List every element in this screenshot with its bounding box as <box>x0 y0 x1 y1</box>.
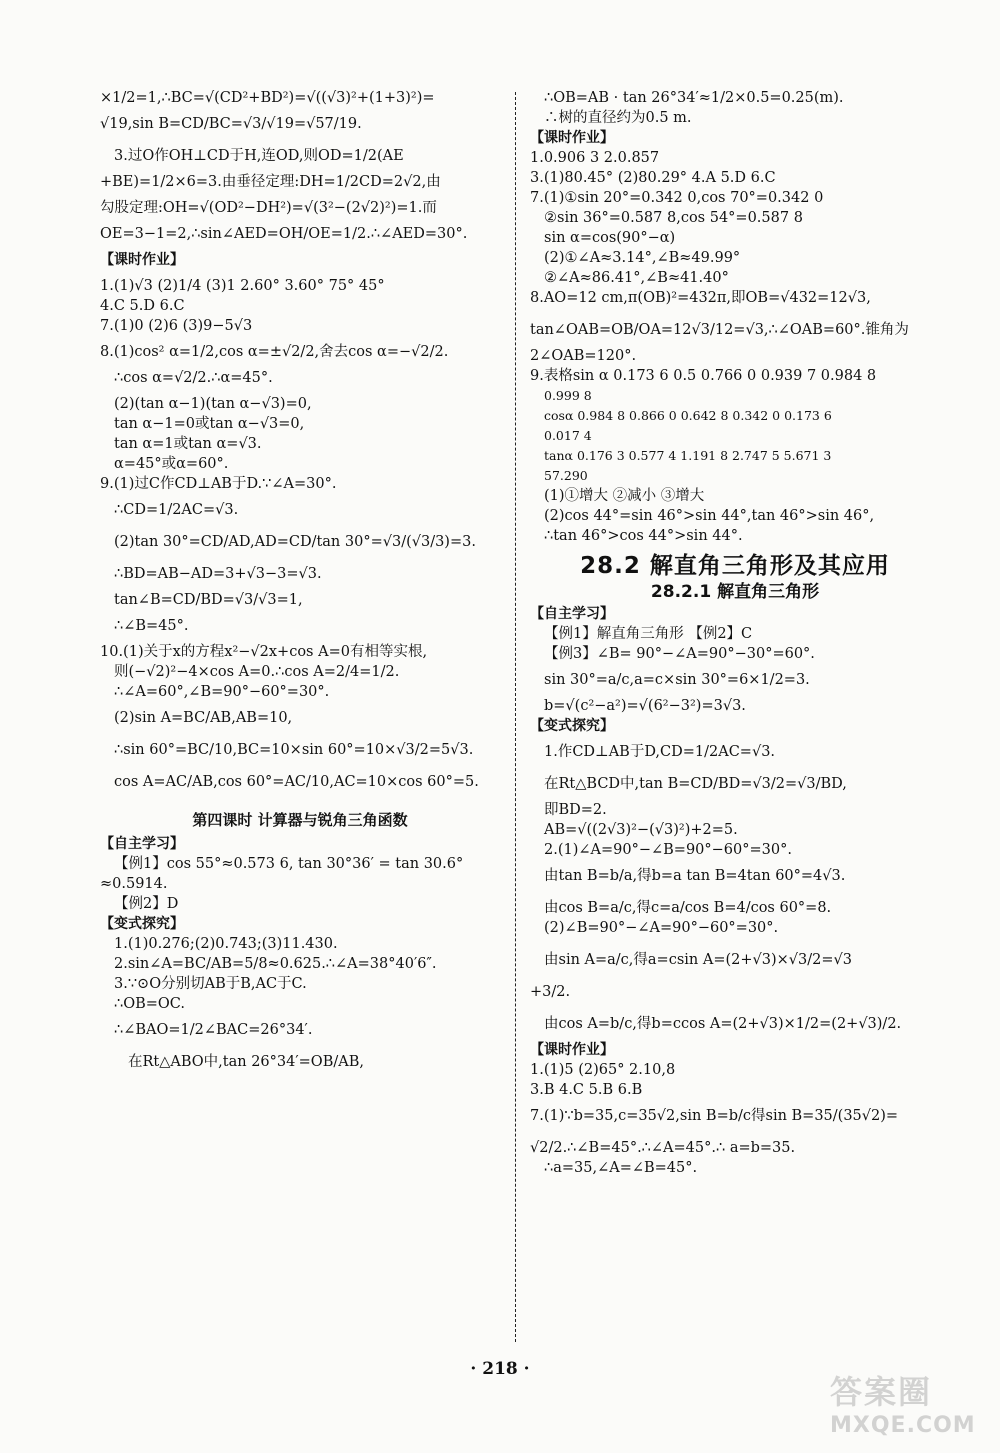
left-line: 【课时作业】 <box>100 252 184 268</box>
right-line: 7.(1)∵b=35,c=35√2,sin B=b/c得sin B=35/(35√2)= <box>530 1108 899 1124</box>
right-line: 2.(1)∠A=90°−∠B=90°−60°=30°. <box>544 842 792 858</box>
left-line: 4.C 5.D 6.C <box>100 298 185 314</box>
right-line: 【自主学习】 <box>530 606 614 622</box>
left-line: 3.∵⊙O分别切AB于B,AC于C. <box>114 976 307 992</box>
right-line: √2/2.∴∠B=45°.∴∠A=45°.∴ a=b=35. <box>530 1140 796 1156</box>
left-line: ∴cos α=√2/2.∴α=45°. <box>114 370 273 386</box>
right-line: 【变式探究】 <box>530 718 614 734</box>
left-line: √19,sin B=CD/BC=√3/√19=√57/19. <box>100 116 362 132</box>
left-line: 9.(1)过C作CD⊥AB于D.∵∠A=30°. <box>100 476 337 492</box>
right-line: 28.2.1 解直角三角形 <box>650 582 820 602</box>
left-line: ∴∠B=45°. <box>114 618 189 634</box>
right-line: 2∠OAB=120°. <box>530 348 637 364</box>
left-line: 8.(1)cos² α=1/2,cos α=±√2/2,舍去cos α=−√2/2. <box>100 344 449 360</box>
left-line: ∴∠A=60°,∠B=90°−60°=30°. <box>114 684 330 700</box>
left-line: ∴sin 60°=BC/10,BC=10×sin 60°=10×√3/2=5√3. <box>114 742 474 758</box>
right-line: 由cos A=b/c,得b=ccos A=(2+√3)×1/2=(2+√3)/2. <box>544 1016 902 1032</box>
left-line: tan α=1或tan α=√3. <box>114 436 262 452</box>
left-line: 在Rt△ABO中,tan 26°34′=OB/AB, <box>128 1054 364 1070</box>
page-number: · 218 · <box>470 1359 530 1379</box>
right-line: ②sin 36°=0.587 8,cos 54°=0.587 8 <box>544 210 803 226</box>
left-line: ≈0.5914. <box>100 876 168 892</box>
right-line: 由sin A=a/c,得a=csin A=(2+√3)×√3/2=√3 <box>544 952 852 968</box>
column-divider <box>515 92 516 1342</box>
watermark-text: 答案圈 <box>830 1373 933 1411</box>
watermark-url: MXQE.COM <box>830 1413 976 1438</box>
right-line: cosα 0.984 8 0.866 0 0.642 8 0.342 0 0.173 6 <box>544 408 832 423</box>
right-line: ∴OB=AB · tan 26°34′≈1/2×0.5=0.25(m). <box>544 90 844 106</box>
right-column <box>530 88 940 1178</box>
left-line: 勾股定理:OH=√(OD²−DH²)=√(3²−(2√2)²)=1.而 <box>100 200 437 216</box>
left-column <box>100 88 500 1072</box>
right-line: 57.290 <box>544 468 588 483</box>
right-line: (2)cos 44°=sin 46°>sin 44°,tan 46°>sin 46°, <box>544 508 875 524</box>
left-line: α=45°或α=60°. <box>114 456 229 472</box>
left-line: 【例1】cos 55°≈0.573 6, tan 30°36′ = tan 30.6° <box>114 856 464 872</box>
right-line: 1.作CD⊥AB于D,CD=1/2AC=√3. <box>544 744 776 760</box>
left-line: OE=3−1=2,∴sin∠AED=OH/OE=1/2.∴∠AED=30°. <box>100 226 468 242</box>
right-line: ∴tan 46°>cos 44°>sin 44°. <box>544 528 743 544</box>
right-line: sin α=cos(90°−α) <box>544 230 676 246</box>
right-line: tanα 0.176 3 0.577 4 1.191 8 2.747 5 5.671 3 <box>544 448 832 463</box>
right-line: 【课时作业】 <box>530 130 614 146</box>
right-line: +3/2. <box>530 984 571 1000</box>
left-line: 1.(1)√3 (2)1/4 (3)1 2.60° 3.60° 75° 45° <box>100 278 385 294</box>
right-line: 【课时作业】 <box>530 1042 614 1058</box>
left-line: 10.(1)关于x的方程x²−√2x+cos A=0有相等实根, <box>100 644 428 660</box>
left-line: ∴∠BAO=1/2∠BAC=26°34′. <box>114 1022 313 1038</box>
right-line: AB=√((2√3)²−(√3)²)+2=5. <box>544 822 738 838</box>
right-line: 1.(1)5 (2)65° 2.10,8 <box>530 1062 676 1078</box>
right-line: 0.017 4 <box>544 428 592 443</box>
right-line: 即BD=2. <box>544 802 607 818</box>
right-line: 3.(1)80.45° (2)80.29° 4.A 5.D 6.C <box>530 170 776 186</box>
right-line: 由tan B=b/a,得b=a tan B=4tan 60°=4√3. <box>544 868 846 884</box>
right-line: 【例1】解直角三角形 【例2】C <box>544 626 753 642</box>
watermark-logo <box>830 1367 980 1439</box>
right-line: 8.AO=12 cm,π(OB)²=432π,即OB=√432=12√3, <box>530 290 871 306</box>
left-line: (2)sin A=BC/AB,AB=10, <box>114 710 293 726</box>
left-line: +BE)=1/2×6=3.由垂径定理:DH=1/2CD=2√2,由 <box>100 174 441 190</box>
left-line: 【变式探究】 <box>100 916 184 932</box>
right-line: 在Rt△BCD中,tan B=CD/BD=√3/2=√3/BD, <box>544 776 847 792</box>
left-line: 【例2】D <box>114 896 179 912</box>
right-line: (1)①增大 ②减小 ③增大 <box>544 488 705 504</box>
right-line: 3.B 4.C 5.B 6.B <box>530 1082 643 1098</box>
right-line: 由cos B=a/c,得c=a/cos B=4/cos 60°=8. <box>544 900 832 916</box>
left-line: 7.(1)0 (2)6 (3)9−5√3 <box>100 318 253 334</box>
left-line: ∴BD=AB−AD=3+√3−3=√3. <box>114 566 322 582</box>
left-line: ∴CD=1/2AC=√3. <box>114 502 239 518</box>
left-line: cos A=AC/AB,cos 60°=AC/10,AC=10×cos 60°=5. <box>114 774 479 790</box>
left-line: tan∠B=CD/BD=√3/√3=1, <box>114 592 303 608</box>
left-line: 3.过O作OH⊥CD于H,连OD,则OD=1/2(AE <box>114 148 404 164</box>
left-line: 【自主学习】 <box>100 836 184 852</box>
right-line: (2)①∠A≈3.14°,∠B≈49.99° <box>544 250 741 266</box>
left-line: ∴OB=OC. <box>114 996 185 1012</box>
left-line: (2)tan 30°=CD/AD,AD=CD/tan 30°=√3/(√3/3)=3. <box>114 534 476 550</box>
right-line: 0.999 8 <box>544 388 592 403</box>
right-line: ∴树的直径约为0.5 m. <box>544 110 692 126</box>
right-line: 7.(1)①sin 20°=0.342 0,cos 70°=0.342 0 <box>530 190 824 206</box>
right-line: b=√(c²−a²)=√(6²−3²)=3√3. <box>544 698 746 714</box>
left-line: tan α−1=0或tan α−√3=0, <box>114 416 305 432</box>
right-line: 【例3】∠B= 90°−∠A=90°−30°=60°. <box>544 646 815 662</box>
left-line: 第四课时 计算器与锐角三角函数 <box>192 811 408 829</box>
left-line: ×1/2=1,∴BC=√(CD²+BD²)=√((√3)²+(1+3)²)= <box>100 90 435 106</box>
right-line: 1.0.906 3 2.0.857 <box>530 150 660 166</box>
right-line: tan∠OAB=OB/OA=12√3/12=√3,∴∠OAB=60°.锥角为 <box>530 322 909 338</box>
left-line: 2.sin∠A=BC/AB=5/8≈0.625.∴∠A=38°40′6″. <box>114 956 437 972</box>
right-line: ②∠A≈86.41°,∠B≈41.40° <box>544 270 729 286</box>
left-line: 1.(1)0.276;(2)0.743;(3)11.430. <box>114 936 338 952</box>
right-line: sin 30°=a/c,a=c×sin 30°=6×1/2=3. <box>544 672 810 688</box>
right-line: ∴a=35,∠A=∠B=45°. <box>544 1160 698 1176</box>
right-line: (2)∠B=90°−∠A=90°−60°=30°. <box>544 920 779 936</box>
left-line: 则(−√2)²−4×cos A=0.∴cos A=2/4=1/2. <box>114 664 400 680</box>
left-line: (2)(tan α−1)(tan α−√3)=0, <box>114 396 312 412</box>
right-line: 28.2 解直角三角形及其应用 <box>580 553 890 579</box>
right-line: 9.表格sin α 0.173 6 0.5 0.766 0 0.939 7 0.984 8 <box>530 368 877 384</box>
